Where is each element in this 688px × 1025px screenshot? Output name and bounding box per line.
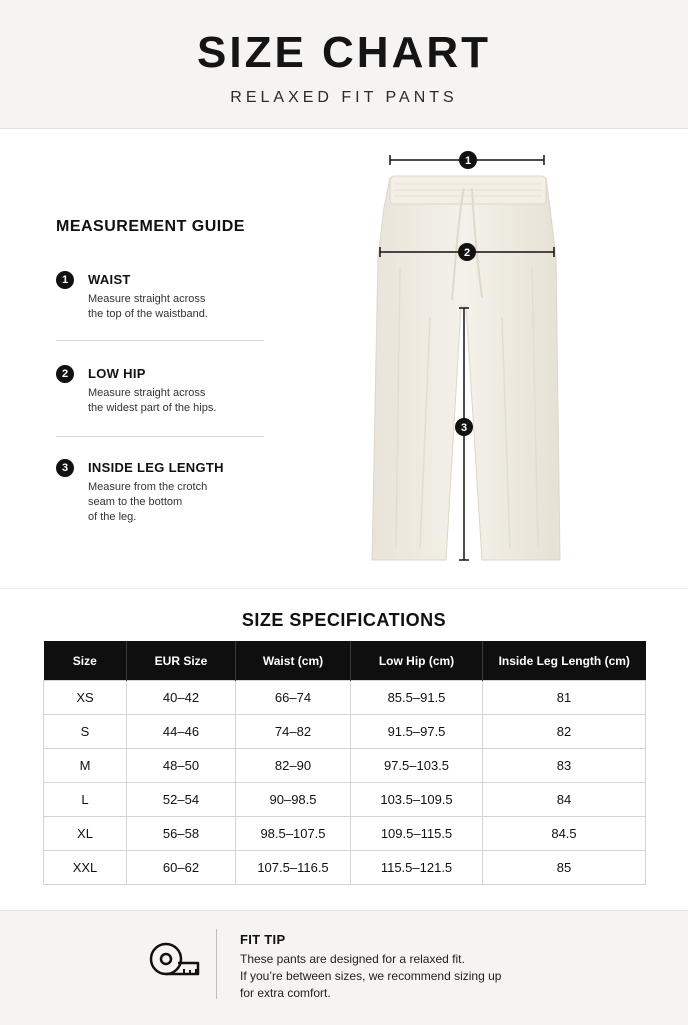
guide-divider — [56, 340, 264, 341]
cell-low-hip: 103.5–109.5 — [351, 783, 483, 817]
marker-2-label: 2 — [463, 247, 471, 259]
cell-eur-size: 44–46 — [127, 715, 236, 749]
step-description: Measure straight across the widest part of the hips. — [88, 387, 217, 414]
cell-size: XS — [44, 681, 127, 715]
step-name: INSIDE LEG LENGTH — [88, 460, 224, 475]
cell-eur-size: 60–62 — [127, 851, 236, 885]
cell-inside-leg: 82 — [483, 715, 646, 749]
cell-waist: 82–90 — [236, 749, 351, 783]
cell-size: S — [44, 715, 127, 749]
cell-waist: 90–98.5 — [236, 783, 351, 817]
measurement-guide-title: MEASUREMENT GUIDE — [56, 218, 245, 235]
step-description: Measure straight across the top of the waistband. — [88, 293, 208, 320]
page-subtitle: RELAXED FIT PANTS — [230, 89, 458, 106]
cell-inside-leg: 84.5 — [483, 817, 646, 851]
cell-eur-size: 48–50 — [127, 749, 236, 783]
table-row — [44, 681, 646, 715]
pants-shape — [372, 178, 560, 560]
step-number-badge: 2 — [56, 365, 74, 383]
section-divider — [0, 588, 688, 589]
cell-eur-size: 40–42 — [127, 681, 236, 715]
guide-step-low-hip — [56, 365, 266, 425]
table-row — [44, 715, 646, 749]
size-specifications-table — [43, 641, 646, 885]
pants-illustration — [360, 148, 570, 578]
footer-divider — [216, 929, 217, 999]
cell-inside-leg: 81 — [483, 681, 646, 715]
page-title: SIZE CHART — [197, 28, 491, 77]
marker-1-label: 1 — [464, 155, 472, 167]
fit-tip-title: FIT TIP — [240, 932, 286, 947]
cell-waist: 107.5–116.5 — [236, 851, 351, 885]
cell-low-hip: 115.5–121.5 — [351, 851, 483, 885]
table-row — [44, 851, 646, 885]
guide-step-inside-leg — [56, 459, 266, 534]
column-header-inside-leg: Inside Leg Length (cm) — [483, 641, 646, 681]
page-header — [0, 0, 688, 129]
step-name: LOW HIP — [88, 366, 146, 381]
cell-waist: 74–82 — [236, 715, 351, 749]
table-row — [44, 817, 646, 851]
cell-size: XL — [44, 817, 127, 851]
guide-step-waist — [56, 271, 266, 331]
cell-size: L — [44, 783, 127, 817]
column-header-waist: Waist (cm) — [236, 641, 351, 681]
guide-divider — [56, 436, 264, 437]
column-header-eur-size: EUR Size — [127, 641, 236, 681]
column-header-low-hip: Low Hip (cm) — [351, 641, 483, 681]
cell-low-hip: 85.5–91.5 — [351, 681, 483, 715]
fit-tip-text: These pants are designed for a relaxed fit. If you’re between sizes, we recommend sizing up for extra comfort. — [240, 952, 502, 1000]
cell-size: XXL — [44, 851, 127, 885]
table-row — [44, 783, 646, 817]
column-header-size: Size — [44, 641, 127, 681]
step-description: Measure from the crotch seam to the bottom of the leg. — [88, 481, 208, 523]
cell-low-hip: 109.5–115.5 — [351, 817, 483, 851]
table-header-row — [44, 641, 646, 681]
cell-low-hip: 91.5–97.5 — [351, 715, 483, 749]
cell-inside-leg: 83 — [483, 749, 646, 783]
step-number-badge: 1 — [56, 271, 74, 289]
table-row — [44, 749, 646, 783]
size-specifications-title: SIZE SPECIFICATIONS — [241, 610, 447, 630]
cell-waist: 66–74 — [236, 681, 351, 715]
step-number-badge: 3 — [56, 459, 74, 477]
marker-3-label: 3 — [460, 422, 468, 434]
cell-size: M — [44, 749, 127, 783]
fit-tip-panel — [0, 910, 688, 1025]
cell-eur-size: 52–54 — [127, 783, 236, 817]
cell-inside-leg: 85 — [483, 851, 646, 885]
cell-waist: 98.5–107.5 — [236, 817, 351, 851]
cell-inside-leg: 84 — [483, 783, 646, 817]
measuring-tape-icon — [146, 937, 202, 985]
step-name: WAIST — [88, 272, 131, 287]
pants-diagram — [360, 148, 570, 578]
cell-low-hip: 97.5–103.5 — [351, 749, 483, 783]
cell-eur-size: 56–58 — [127, 817, 236, 851]
